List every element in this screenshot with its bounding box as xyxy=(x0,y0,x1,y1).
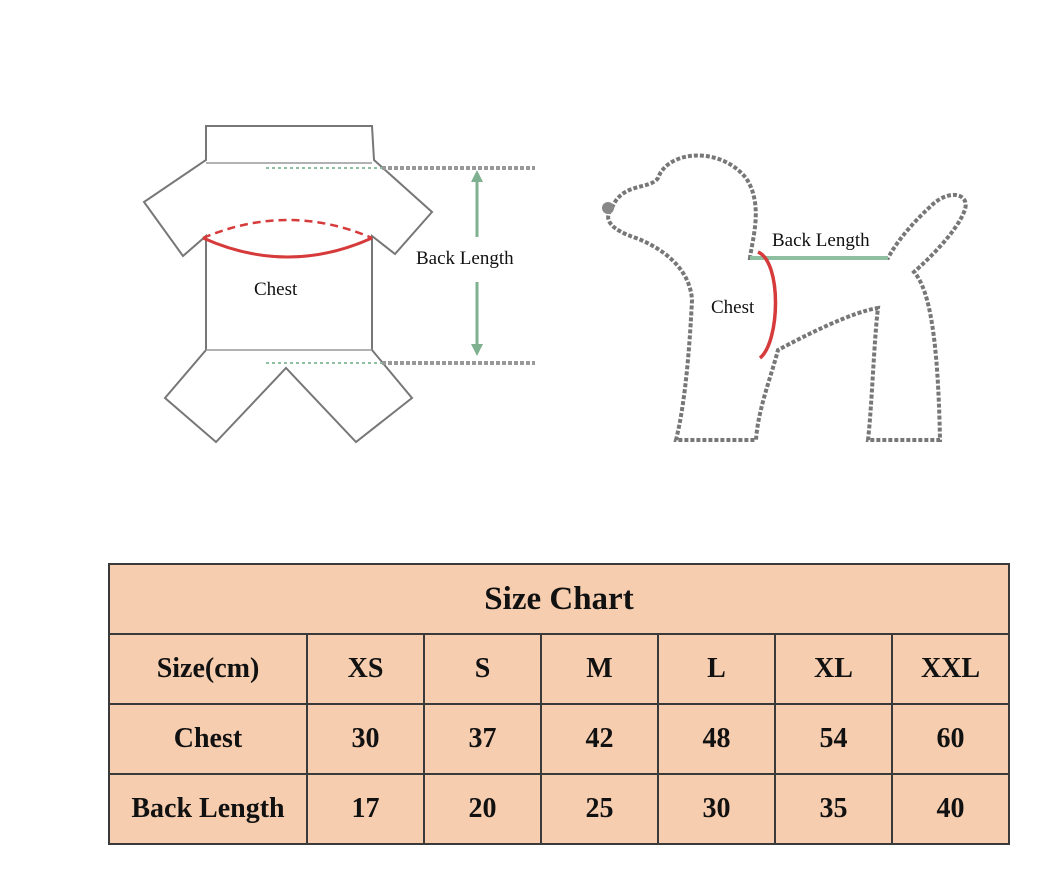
size-chart-title: Size Chart xyxy=(109,564,1009,634)
table-row xyxy=(109,774,1009,844)
dog-nose-icon xyxy=(602,202,614,214)
dog-chest-label: Chest xyxy=(711,297,755,318)
table-row xyxy=(109,704,1009,774)
table-cell: 30 xyxy=(658,774,775,844)
header-cell: L xyxy=(658,634,775,704)
header-cell: XL xyxy=(775,634,892,704)
garment-diagram xyxy=(144,126,535,442)
table-cell: 40 xyxy=(892,774,1009,844)
header-cell: Size(cm) xyxy=(109,634,307,704)
header-cell: S xyxy=(424,634,541,704)
table-cell: 42 xyxy=(541,704,658,774)
table-cell: 30 xyxy=(307,704,424,774)
header-cell: XXL xyxy=(892,634,1009,704)
size-chart-table xyxy=(108,563,1010,845)
row-label-chest: Chest xyxy=(109,704,307,774)
table-cell: 20 xyxy=(424,774,541,844)
table-cell: 48 xyxy=(658,704,775,774)
dog-diagram xyxy=(602,155,966,440)
dog-back-length-label: Back Length xyxy=(772,230,870,251)
back-length-arrowhead-up xyxy=(471,170,483,182)
table-header-row xyxy=(109,634,1009,704)
back-length-arrowhead-down xyxy=(471,344,483,356)
row-label-back-length: Back Length xyxy=(109,774,307,844)
table-cell: 54 xyxy=(775,704,892,774)
table-cell: 35 xyxy=(775,774,892,844)
table-cell: 60 xyxy=(892,704,1009,774)
table-cell: 17 xyxy=(307,774,424,844)
garment-chest-label: Chest xyxy=(254,279,298,300)
table-cell: 25 xyxy=(541,774,658,844)
header-cell: XS xyxy=(307,634,424,704)
table-cell: 37 xyxy=(424,704,541,774)
dog-chest-line xyxy=(758,252,776,358)
dog-outline xyxy=(608,155,966,440)
header-cell: M xyxy=(541,634,658,704)
garment-back-length-label: Back Length xyxy=(416,248,514,269)
